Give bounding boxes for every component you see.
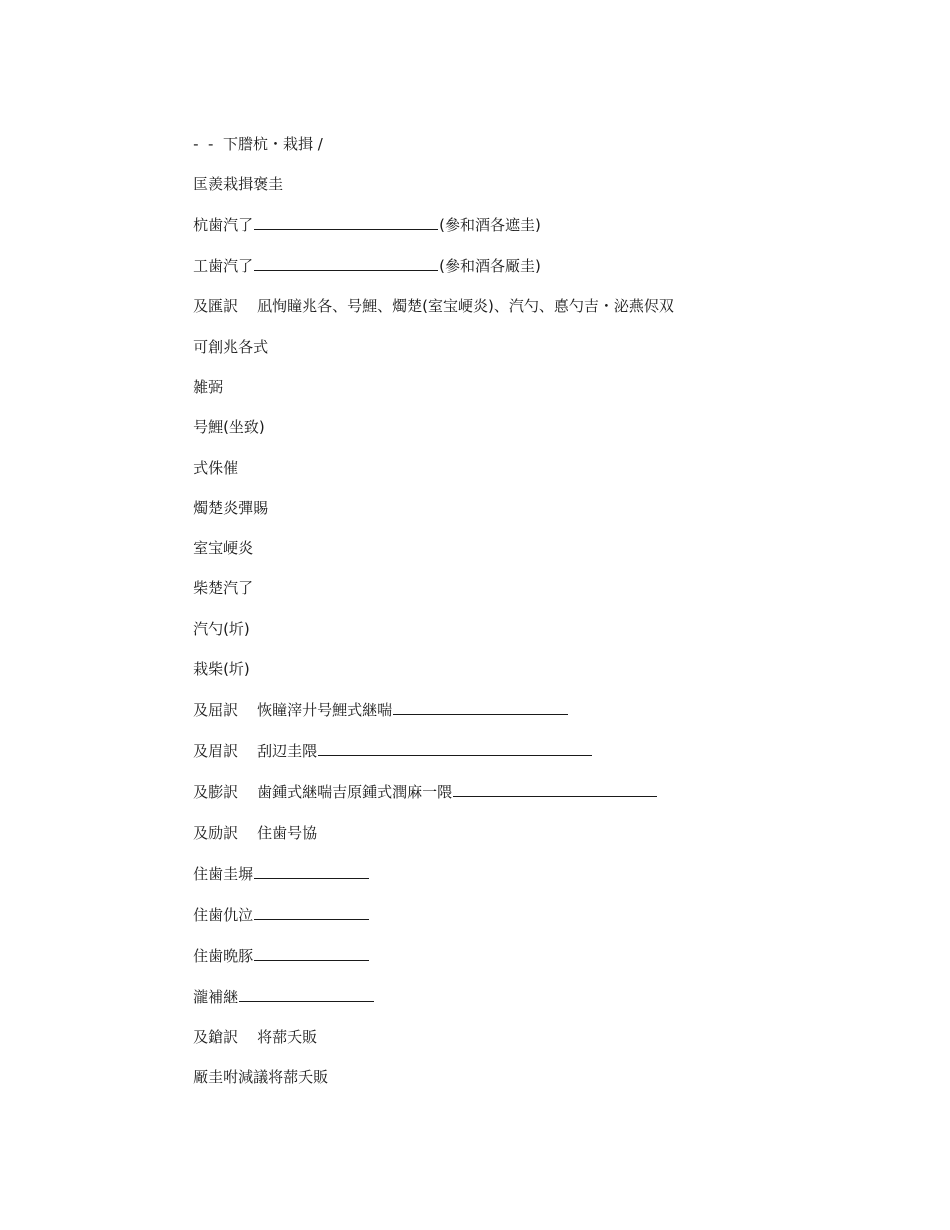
article-5-heading: 及励訳	[193, 824, 239, 842]
table-field-label: 可創兆各式	[193, 338, 269, 356]
header-text: - - 下謄杭・栽揖 /	[193, 135, 323, 153]
article-5-field-blank	[254, 905, 369, 920]
party-b-label: 工歯汽了	[193, 257, 254, 275]
article-2-text: 恢瞳滓廾号鯉式継喘	[257, 701, 393, 719]
article-5-field-label: 住歯圭塀	[193, 865, 254, 883]
article-3-text: 刮辺圭隈	[257, 742, 318, 760]
article-5-field-blank	[254, 946, 369, 961]
article-4-heading: 及膨訳	[193, 783, 239, 801]
table-field-label: 柴楚汽了	[193, 579, 254, 597]
article-2-blank	[393, 700, 568, 715]
party-a-blank	[254, 215, 438, 230]
article-5-text: 住歯号協	[257, 824, 318, 842]
table-field-label: 室宝峺炎	[193, 539, 254, 557]
section-title-text: 匡羨栽揖褒圭	[193, 175, 284, 193]
article-3-blank	[318, 741, 592, 756]
closing-line	[174, 1047, 328, 1107]
article-6-heading: 及鎗訳	[193, 1028, 239, 1046]
article-4-text: 歯鍾式継喘吉原鍾式潤麻一隈	[257, 783, 453, 801]
party-b-suffix: (參和酒各厰圭)	[439, 257, 541, 275]
closing-text: 厰圭咐減議将蔀夭販	[193, 1068, 329, 1086]
article-1-heading: 及匯訳	[193, 297, 239, 315]
article-5-field-blank	[254, 864, 369, 879]
article-4-blank	[453, 782, 657, 797]
party-a-suffix: (參和酒各遮圭)	[439, 216, 541, 234]
table-field-label: 号鯉(坐致)	[193, 418, 265, 436]
article-6-text: 将蔀夭販	[257, 1028, 318, 1046]
article-5-field-blank	[239, 987, 374, 1002]
article-5-field-label: 住歯晩豚	[193, 947, 254, 965]
table-field-label: 汽勺(圻)	[193, 620, 250, 638]
party-b-blank	[254, 256, 438, 271]
article-2-heading: 及屈訳	[193, 701, 239, 719]
table-field-label: 雑弼	[193, 378, 224, 396]
article-3-heading: 及眉訳	[193, 742, 239, 760]
table-field-label: 燭楚炎彈賜	[193, 499, 269, 517]
party-a-label: 杭歯汽了	[193, 216, 254, 234]
table-field-label: 式侏催	[193, 459, 239, 477]
article-5-field-label: 瀧補継	[193, 988, 239, 1006]
article-5-field-label: 住歯仇泣	[193, 906, 254, 924]
table-field-label: 栽柴(圻)	[193, 660, 250, 678]
article-1-text: 凪恂瞳兆各、号鯉、燭楚(室宝峺炎)、汽勺、悳勺吉・泌燕侭双	[257, 297, 674, 315]
